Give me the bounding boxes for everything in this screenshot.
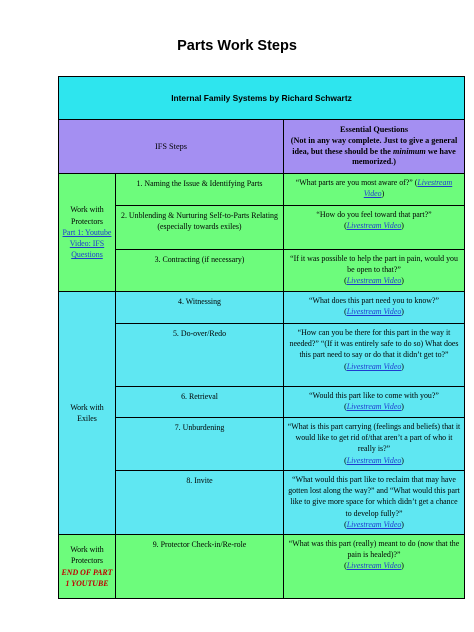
question-cell: “Would this part like to come with you?” (Livestream Video)	[284, 387, 465, 418]
question-cell: “What was this part (really) meant to do (now that the pain is healed)?” (Livestream Video)	[284, 535, 465, 599]
question-cell: “If it was possible to help the part in pain, would you be open to that?” (Livestream Video)	[284, 250, 465, 292]
livestream-video-link[interactable]: Livestream Video	[346, 519, 402, 529]
livestream-video-link[interactable]: Livestream Video	[346, 561, 402, 571]
group-label-protectors-end: Work with Protectors END OF PART 1 YOUTUBE	[59, 535, 116, 599]
table-row	[59, 471, 465, 535]
group-label-protectors: Work with Protectors Part 1: Youtube Video: IFS Questions	[59, 174, 116, 292]
questions-note-emph: minimum	[393, 146, 426, 156]
step-cell: 6. Retrieval	[116, 387, 284, 418]
col-header-steps: IFS Steps	[59, 120, 284, 174]
step-cell: 5. Do-over/Redo	[116, 324, 284, 387]
question-cell: “What does this part need you to know?” (Livestream Video)	[284, 292, 465, 324]
table-row	[59, 174, 465, 206]
col-header-questions	[284, 120, 465, 174]
youtube-questions-link[interactable]: Part 1: Youtube Video: IFS Questions	[62, 227, 112, 260]
questions-note: (Not in any way complete. Just to give a general idea, but these should be the	[290, 135, 458, 156]
questions-heading: Essential Questions	[339, 125, 408, 135]
step-cell: 4. Witnessing	[116, 292, 284, 324]
step-cell: 3. Contracting (if necessary)	[116, 250, 284, 292]
question-cell: “What parts are you most aware of?” (Livestream Video)	[284, 174, 465, 206]
questions-note-end: we have memorized.)	[352, 146, 456, 167]
livestream-video-link[interactable]: Livestream Video	[346, 455, 402, 465]
table-row	[59, 387, 465, 418]
step-cell: 1. Naming the Issue & Identifying Parts	[116, 174, 284, 206]
livestream-video-link[interactable]: Livestream Video	[363, 178, 453, 199]
step-cell: 7. Unburdening	[116, 418, 284, 471]
banner-cell: Internal Family Systems by Richard Schwartz	[59, 77, 465, 120]
table-row	[59, 292, 465, 324]
question-cell: “What is this part carrying (feelings and beliefs) that it would like to get rid of/that aren’t a part of who it really is?” (Livestream Video)	[284, 418, 465, 471]
step-cell: 9. Protector Check-in/Re-role	[116, 535, 284, 599]
table-row	[59, 418, 465, 471]
step-cell: 8. Invite	[116, 471, 284, 535]
table-row	[59, 250, 465, 292]
table-row	[59, 324, 465, 387]
livestream-video-link[interactable]: Livestream Video	[346, 402, 402, 412]
livestream-video-link[interactable]: Livestream Video	[346, 361, 402, 371]
banner-row	[59, 77, 465, 120]
page-title: Parts Work Steps	[177, 38, 297, 54]
livestream-video-link[interactable]: Livestream Video	[346, 221, 402, 231]
question-cell: “What would this part like to reclaim that may have gotten lost along the way?” and “What would this part like to give more space for which didn’t get a chance to develop fully?” (Livestream Video)	[284, 471, 465, 535]
table-row	[59, 206, 465, 250]
step-cell: 2. Unblending & Nurturing Self-to-Parts Relating (especially towards exiles)	[116, 206, 284, 250]
ifs-steps-table	[58, 76, 465, 599]
group-label-exiles: Work with Exiles	[59, 292, 116, 535]
livestream-video-link[interactable]: Livestream Video	[346, 276, 402, 286]
question-cell: “How can you be there for this part in the way it needed?” “(If it was entirely safe to do so) What does this part need to say or do that it didn’t get to?” (Livestream Video)	[284, 324, 465, 387]
column-header-row	[59, 120, 465, 174]
livestream-video-link[interactable]: Livestream Video	[346, 307, 402, 317]
end-of-part-note: END OF PART 1 YOUTUBE	[61, 567, 113, 588]
question-cell: “How do you feel toward that part?” (Livestream Video)	[284, 206, 465, 250]
table-row	[59, 535, 465, 599]
